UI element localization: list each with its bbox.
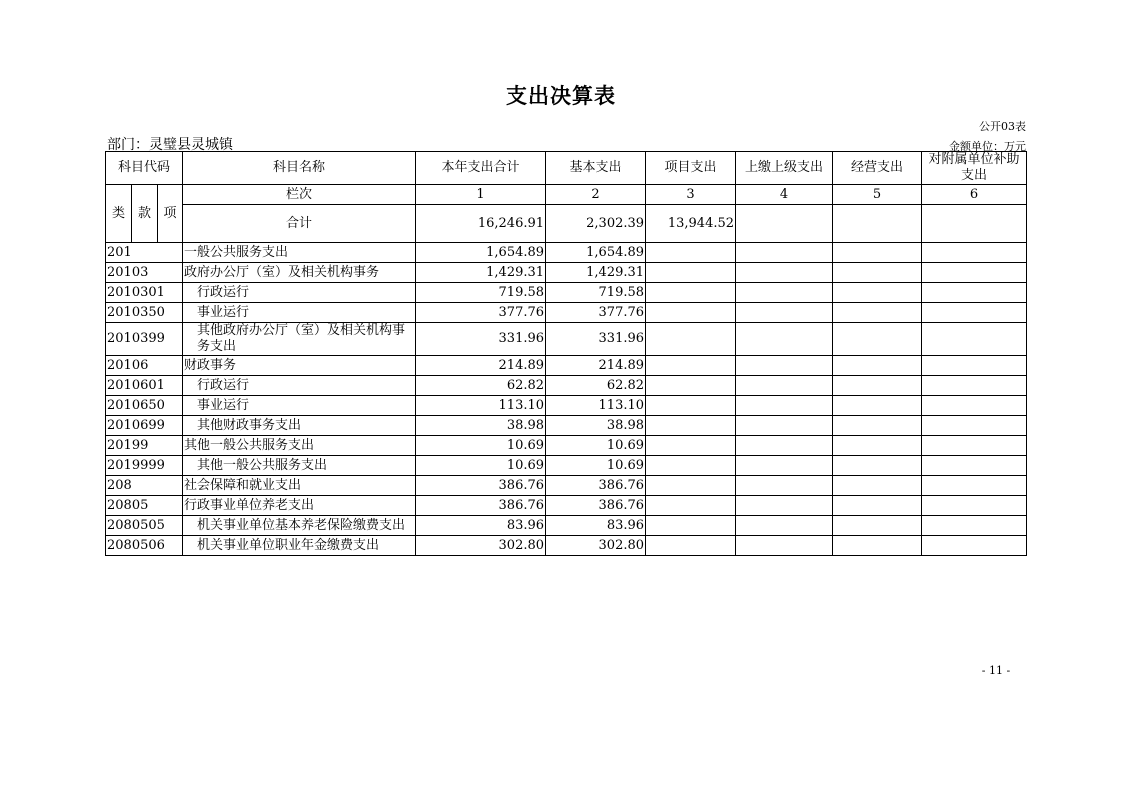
row-name: 机关事业单位职业年金缴费支出 [183, 536, 416, 556]
row-project [646, 456, 736, 476]
row-project [646, 436, 736, 456]
row-business [833, 436, 922, 456]
row-total: 331.96 [416, 323, 546, 356]
row-subsidy [922, 396, 1027, 416]
table-row [106, 516, 1027, 536]
row-upper [736, 243, 833, 263]
row-code: 2010699 [106, 416, 183, 436]
total-amount: 16,246.91 [416, 205, 546, 243]
row-subsidy [922, 376, 1027, 396]
row-business [833, 536, 922, 556]
row-basic: 113.10 [546, 396, 646, 416]
row-name: 行政事业单位养老支出 [183, 496, 416, 516]
row-total: 302.80 [416, 536, 546, 556]
row-upper [736, 376, 833, 396]
table-row [106, 283, 1027, 303]
table-row [106, 243, 1027, 263]
row-subsidy [922, 436, 1027, 456]
header-row [106, 152, 1027, 185]
row-name: 事业运行 [183, 396, 416, 416]
total-label: 合计 [183, 205, 416, 243]
row-name: 社会保障和就业支出 [183, 476, 416, 496]
row-name: 事业运行 [183, 303, 416, 323]
row-project [646, 356, 736, 376]
table-row [106, 416, 1027, 436]
row-name: 行政运行 [183, 283, 416, 303]
col-number: 3 [646, 185, 736, 205]
header-upper: 上缴上级支出 [736, 152, 833, 185]
row-subsidy [922, 356, 1027, 376]
header-total: 本年支出合计 [416, 152, 546, 185]
header-name: 科目名称 [183, 152, 416, 185]
row-code: 2080506 [106, 536, 183, 556]
row-upper [736, 496, 833, 516]
row-code: 2010301 [106, 283, 183, 303]
col-number: 6 [922, 185, 1027, 205]
row-business [833, 456, 922, 476]
row-upper [736, 356, 833, 376]
row-project [646, 516, 736, 536]
row-basic: 38.98 [546, 416, 646, 436]
row-subsidy [922, 303, 1027, 323]
row-subsidy [922, 323, 1027, 356]
col-number: 1 [416, 185, 546, 205]
row-basic: 10.69 [546, 436, 646, 456]
row-total: 719.58 [416, 283, 546, 303]
header-basic: 基本支出 [546, 152, 646, 185]
table-row [106, 536, 1027, 556]
row-basic: 1,654.89 [546, 243, 646, 263]
row-total: 83.96 [416, 516, 546, 536]
row-code: 2010601 [106, 376, 183, 396]
row-code: 20103 [106, 263, 183, 283]
row-name: 一般公共服务支出 [183, 243, 416, 263]
row-code: 20805 [106, 496, 183, 516]
table-row [106, 496, 1027, 516]
row-business [833, 396, 922, 416]
row-upper [736, 476, 833, 496]
header-lanci: 栏次 [183, 185, 416, 205]
row-total: 377.76 [416, 303, 546, 323]
row-basic: 377.76 [546, 303, 646, 323]
row-upper [736, 536, 833, 556]
row-business [833, 263, 922, 283]
row-name: 财政事务 [183, 356, 416, 376]
row-basic: 386.76 [546, 476, 646, 496]
row-project [646, 323, 736, 356]
row-project [646, 396, 736, 416]
row-subsidy [922, 496, 1027, 516]
table-row [106, 476, 1027, 496]
table-row [106, 396, 1027, 416]
row-business [833, 243, 922, 263]
row-business [833, 376, 922, 396]
column-number-row [106, 185, 1027, 205]
table-row [106, 376, 1027, 396]
row-project [646, 536, 736, 556]
row-business [833, 416, 922, 436]
total-subsidy [922, 205, 1027, 243]
row-upper [736, 396, 833, 416]
unit-label: 金额单位：万元 [949, 140, 1026, 153]
row-basic: 10.69 [546, 456, 646, 476]
row-subsidy [922, 536, 1027, 556]
row-business [833, 496, 922, 516]
row-project [646, 496, 736, 516]
row-business [833, 516, 922, 536]
row-subsidy [922, 416, 1027, 436]
row-business [833, 303, 922, 323]
row-code: 2019999 [106, 456, 183, 476]
row-upper [736, 303, 833, 323]
row-subsidy [922, 263, 1027, 283]
row-basic: 331.96 [546, 323, 646, 356]
row-total: 113.10 [416, 396, 546, 416]
col-number: 5 [833, 185, 922, 205]
total-upper [736, 205, 833, 243]
row-subsidy [922, 456, 1027, 476]
row-basic: 62.82 [546, 376, 646, 396]
row-business [833, 476, 922, 496]
row-name: 其他一般公共服务支出 [183, 456, 416, 476]
header-project: 项目支出 [646, 152, 736, 185]
row-subsidy [922, 283, 1027, 303]
table-row [106, 436, 1027, 456]
row-total: 10.69 [416, 456, 546, 476]
row-upper [736, 456, 833, 476]
row-basic: 214.89 [546, 356, 646, 376]
table-row [106, 303, 1027, 323]
row-project [646, 476, 736, 496]
table-row [106, 263, 1027, 283]
row-upper [736, 323, 833, 356]
row-upper [736, 283, 833, 303]
row-name: 机关事业单位基本养老保险缴费支出 [183, 516, 416, 536]
header-xiang: 项 [158, 185, 183, 243]
row-basic: 302.80 [546, 536, 646, 556]
row-code: 20106 [106, 356, 183, 376]
row-code: 201 [106, 243, 183, 263]
row-upper [736, 416, 833, 436]
row-total: 386.76 [416, 476, 546, 496]
row-name: 政府办公厅（室）及相关机构事务 [183, 263, 416, 283]
row-code: 20199 [106, 436, 183, 456]
row-business [833, 283, 922, 303]
row-subsidy [922, 243, 1027, 263]
col-number: 4 [736, 185, 833, 205]
total-project: 13,944.52 [646, 205, 736, 243]
page-title: 支出决算表 [506, 84, 616, 108]
row-name: 其他财政事务支出 [183, 416, 416, 436]
row-basic: 719.58 [546, 283, 646, 303]
row-code: 2010399 [106, 323, 183, 356]
header-kuan: 款 [132, 185, 158, 243]
row-basic: 386.76 [546, 496, 646, 516]
row-project [646, 376, 736, 396]
row-name: 其他一般公共服务支出 [183, 436, 416, 456]
total-row [106, 205, 1027, 243]
row-upper [736, 436, 833, 456]
row-total: 62.82 [416, 376, 546, 396]
row-code: 2080505 [106, 516, 183, 536]
table-row [106, 323, 1027, 356]
header-code: 科目代码 [106, 152, 183, 185]
table-row [106, 456, 1027, 476]
header-business: 经营支出 [833, 152, 922, 185]
row-total: 1,429.31 [416, 263, 546, 283]
row-name: 其他政府办公厅（室）及相关机构事务支出 [183, 323, 416, 356]
row-code: 208 [106, 476, 183, 496]
row-project [646, 263, 736, 283]
row-project [646, 243, 736, 263]
row-project [646, 283, 736, 303]
row-total: 386.76 [416, 496, 546, 516]
row-subsidy [922, 516, 1027, 536]
row-project [646, 416, 736, 436]
row-code: 2010650 [106, 396, 183, 416]
row-upper [736, 263, 833, 283]
header-subsidy: 对附属单位补助支出 [922, 152, 1027, 185]
row-name: 行政运行 [183, 376, 416, 396]
expenditure-table [105, 151, 1027, 556]
row-total: 10.69 [416, 436, 546, 456]
row-total: 38.98 [416, 416, 546, 436]
page-number: - 11 - [981, 664, 1011, 677]
row-total: 214.89 [416, 356, 546, 376]
col-number: 2 [546, 185, 646, 205]
row-upper [736, 516, 833, 536]
total-basic: 2,302.39 [546, 205, 646, 243]
row-project [646, 303, 736, 323]
table-row [106, 356, 1027, 376]
header-lei: 类 [106, 185, 132, 243]
row-basic: 1,429.31 [546, 263, 646, 283]
row-basic: 83.96 [546, 516, 646, 536]
row-total: 1,654.89 [416, 243, 546, 263]
row-code: 2010350 [106, 303, 183, 323]
row-subsidy [922, 476, 1027, 496]
department-label: 部门：灵璧县灵城镇 [107, 137, 233, 153]
form-code: 公开03表 [979, 120, 1026, 133]
row-business [833, 356, 922, 376]
total-business [833, 205, 922, 243]
row-business [833, 323, 922, 356]
